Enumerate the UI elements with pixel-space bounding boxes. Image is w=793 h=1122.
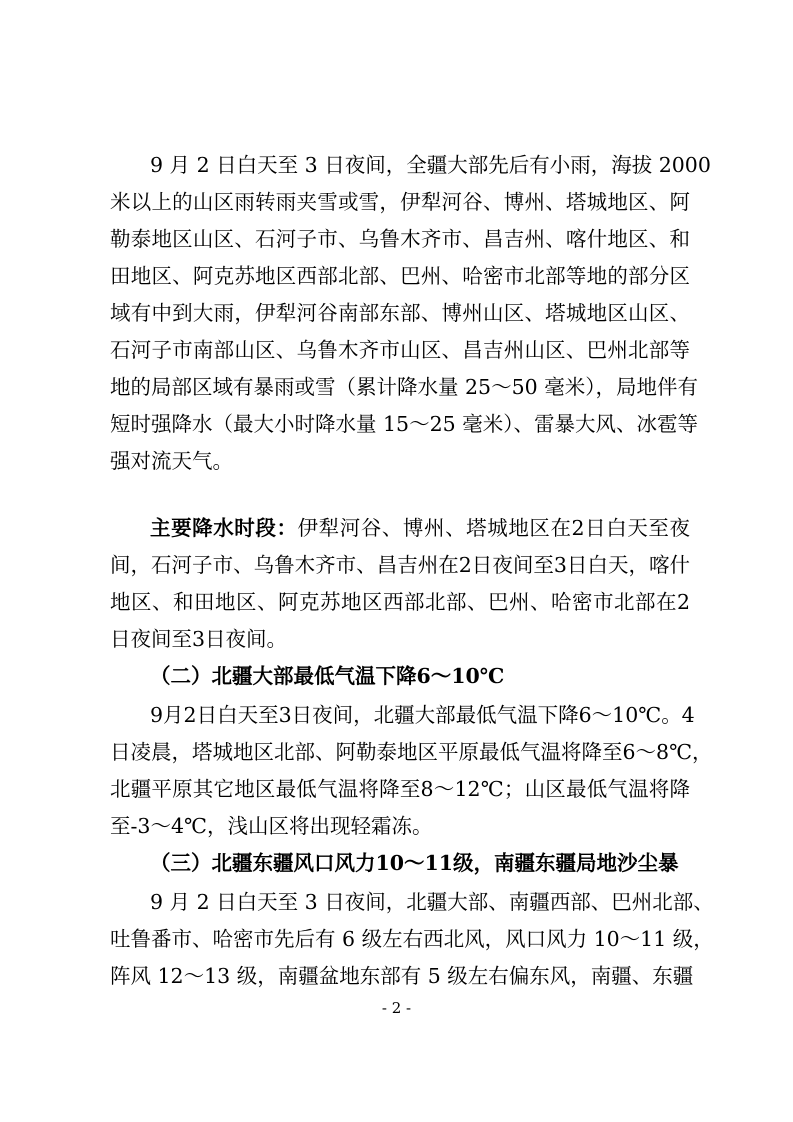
paragraph-1-line-3: 勒泰地区山区、石河子市、乌鲁木齐市、昌吉州、喀什地区、和 (110, 227, 690, 251)
precipitation-period-text: 伊犁河谷、博州、塔城地区在2日白天至夜 (297, 516, 690, 540)
paragraph-1-line-8: 短时强降水（最大小时降水量 15～25 毫米）、雷暴大风、冰雹等 (110, 412, 698, 436)
paragraph-1-line-6: 石河子市南部山区、乌鲁木齐市山区、昌吉州山区、巴州北部等 (110, 338, 690, 362)
paragraph-2-line-1 (150, 511, 690, 545)
paragraph-1-line-2: 米以上的山区雨转雨夹雪或雪，伊犁河谷、博州、塔城地区、阿 (110, 190, 690, 214)
paragraph-1-line-7: 地的局部区域有暴雨或雪（累计降水量 25～50 毫米），局地伴有 (110, 375, 698, 399)
paragraph-1-line-4: 田地区、阿克苏地区西部北部、巴州、哈密市北部等地的部分区 (110, 264, 690, 288)
paragraph-4-line-1: 9 月 2 日白天至 3 日夜间，北疆大部、南疆西部、巴州北部、 (150, 890, 714, 914)
paragraph-4-line-2: 吐鲁番市、哈密市先后有 6 级左右西北风，风口风力 10～11 级， (110, 927, 714, 951)
paragraph-3-line-4: 至-3～4℃，浅山区将出现轻霜冻。 (110, 814, 433, 838)
paragraph-1-line-9: 强对流天气。 (110, 449, 233, 473)
section-heading-3: （三）北疆东疆风口风力10～11级，南疆东疆局地沙尘暴 (150, 851, 679, 875)
precipitation-period-label: 主要降水时段： (150, 516, 298, 540)
paragraph-1-line-5: 域有中到大雨，伊犁河谷南部东部、博州山区、塔城地区山区、 (110, 301, 690, 325)
paragraph-4-line-3: 阵风 12～13 级，南疆盆地东部有 5 级左右偏东风，南疆、东疆 (110, 964, 694, 988)
section-heading-2: （二）北疆大部最低气温下降6～10℃ (150, 664, 505, 688)
paragraph-2-line-2: 间，石河子市、乌鲁木齐市、昌吉州在2日夜间至3日白天，喀什 (110, 553, 690, 577)
page-number: - 2 - (381, 999, 412, 1017)
paragraph-2-line-4: 日夜间至3日夜间。 (110, 627, 288, 651)
paragraph-3-line-2: 日凌晨，塔城地区北部、阿勒泰地区平原最低气温将降至6～8℃， (110, 740, 713, 764)
paragraph-2-line-3: 地区、和田地区、阿克苏地区西部北部、巴州、哈密市北部在2 (110, 590, 690, 614)
paragraph-3-line-3: 北疆平原其它地区最低气温将降至8～12℃；山区最低气温将降 (110, 777, 690, 801)
paragraph-1-line-1: 9 月 2 日白天至 3 日夜间，全疆大部先后有小雨，海拔 2000 (150, 153, 711, 177)
paragraph-3-line-1: 9月2日白天至3日夜间，北疆大部最低气温下降6～10℃。4 (150, 703, 695, 727)
